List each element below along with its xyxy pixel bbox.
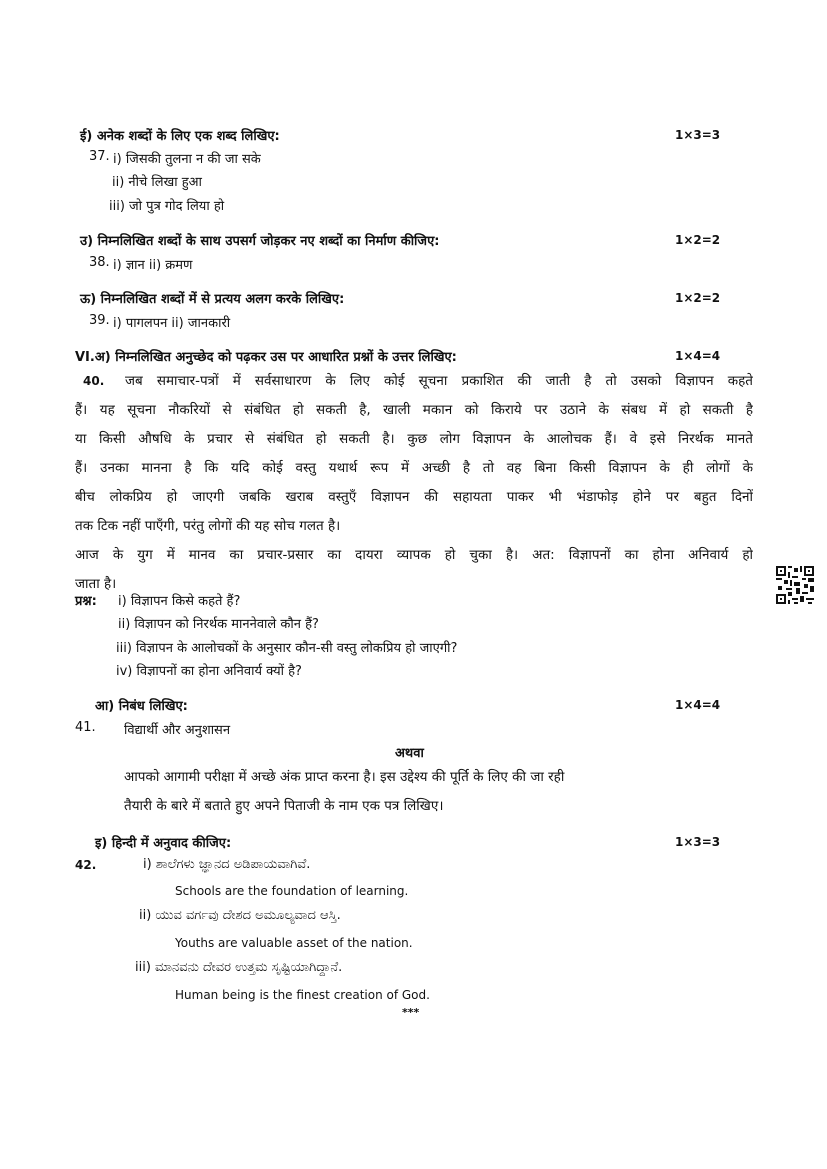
passage-line: जाता है।: [75, 576, 117, 592]
section-u-marks: 1×2=2: [675, 233, 721, 247]
section-u-heading: उ) निम्नलिखित शब्दों के साथ उपसर्ग जोड़कर नए शब्दों का निर्माण कीजिए:: [80, 234, 440, 249]
question-37-item: i) जिसकी तुलना न की जा सके: [113, 152, 261, 167]
letter-prompt-line: आपको आगामी परीक्षा में अच्छे अंक प्राप्त करना है। इस उद्देश्य की पूर्ति के लिए की जा रही: [124, 769, 565, 785]
section-oo-marks: 1×2=2: [675, 291, 721, 305]
passage-line: हैं। उनका मानना है कि यदि कोई वस्तु यथार्थ रूप में अच्छी है तो वह बिना किसी विज्ञापन के ही लोगों के: [75, 460, 753, 476]
section-i-marks: 1×3=3: [675, 835, 721, 849]
question-40-item: i) विज्ञापन किसे कहते हैं?: [118, 594, 241, 609]
section-oo-heading: ऊ) निम्नलिखित शब्दों में से प्रत्यय अलग करके लिखिए:: [80, 292, 345, 307]
question-40-item: ii) विज्ञापन को निरर्थक माननेवाले कौन हैं?: [118, 617, 319, 632]
question-40-number: 40.: [83, 374, 105, 388]
essay-topic: विद्यार्थी और अनुशासन: [124, 723, 231, 738]
section-i-heading: इ) हिन्दी में अनुवाद कीजिए:: [95, 836, 232, 851]
section-vi-a-marks: 1×4=4: [675, 349, 721, 363]
question-38-line: i) ज्ञान ii) क्रमण: [113, 258, 193, 273]
question-37-number: 37.: [89, 149, 110, 164]
question-41-number: 41.: [75, 720, 96, 735]
letter-prompt-line: तैयारी के बारे में बताते हुए अपने पिताजी के नाम एक पत्र लिखिए।: [124, 798, 444, 814]
section-aa-heading: आ) निबंध लिखिए:: [95, 699, 188, 714]
section-e-heading: ई) अनेक शब्दों के लिए एक शब्द लिखिए:: [80, 129, 280, 144]
question-37-item: ii) नीचे लिखा हुआ: [112, 175, 202, 190]
question-40-item: iv) विज्ञापनों का होना अनिवार्य क्यों है?: [116, 664, 302, 679]
kannada-sentence: ii) ಯುವ ವರ್ಗವು ದೇಶದ ಅಮೂಲ್ಯವಾದ ಆಸ್ತಿ.: [139, 908, 341, 923]
section-aa-marks: 1×4=4: [675, 698, 721, 712]
section-e-marks: 1×3=3: [675, 128, 721, 142]
english-sentence: Human being is the finest creation of God.: [175, 988, 430, 1002]
kannada-sentence: iii) ಮಾನವನು ದೇವರ ಉತ್ತಮ ಸೃಷ್ಟಿಯಾಗಿದ್ದಾನೆ.: [135, 960, 343, 975]
passage-line: हैं। यह सूचना नौकरियों से संबंधित हो सकती है, खाली मकान को किराये पर उठाने के संबध में हो सकती है: [75, 402, 753, 418]
question-37-item: iii) जो पुत्र गोद लिया हो: [109, 199, 225, 214]
questions-label: प्रश्न:: [75, 594, 97, 609]
end-mark: ***: [402, 1006, 420, 1019]
passage-line: बीच लोकप्रिय हो जाएगी जबकि खराब वस्तुएँ विज्ञापन की सहायता पाकर भी भंडाफोड़ होने पर बहुत दिनों: [75, 489, 753, 505]
kannada-sentence: i) ಶಾಲೆಗಳು ಜ್ಞಾನದ ಅಡಿಪಾಯವಾಗಿವೆ.: [143, 857, 311, 872]
english-sentence: Youths are valuable asset of the nation.: [175, 936, 413, 950]
or-label: अथवा: [395, 746, 424, 761]
question-38-number: 38.: [89, 255, 110, 270]
question-42-number: 42.: [75, 858, 97, 872]
passage-line: आज के युग में मानव का प्रचार-प्रसार का दायरा व्यापक हो चुका है। अत: विज्ञापनों का होना अनिवार्य हो: [75, 547, 753, 563]
qr-code-icon: [776, 566, 814, 604]
question-40-item: iii) विज्ञापन के आलोचकों के अनुसार कौन-सी वस्तु लोकप्रिय हो जाएगी?: [116, 641, 458, 656]
english-sentence: Schools are the foundation of learning.: [175, 884, 409, 898]
question-39-number: 39.: [89, 313, 110, 328]
question-39-line: i) पागलपन ii) जानकारी: [113, 316, 231, 331]
passage-line: या किसी औषधि के प्रचार से संबंधित हो सकती है। कुछ लोग विज्ञापन के आलोचक हैं। वे इसे निरर्थक मानते: [75, 431, 753, 447]
passage-paragraph: [75, 367, 753, 599]
section-vi-a-heading: VI.अ) निम्नलिखित अनुच्छेद को पढ़कर उस पर आधारित प्रश्नों के उत्तर लिखिए:: [75, 350, 457, 365]
passage-line: जब समाचार-पत्रों में सर्वसाधारण के लिए कोई सूचना प्रकाशित की जाती है तो उसको विज्ञापन कहते: [125, 373, 753, 389]
passage-line: तक टिक नहीं पाएँगी, परंतु लोगों की यह सोच गलत है।: [75, 518, 341, 534]
